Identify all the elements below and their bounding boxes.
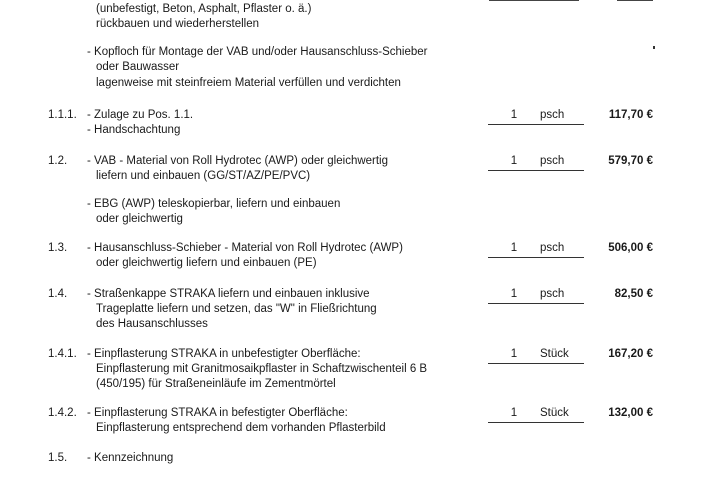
item-description-line: - Kennzeichnung [87, 452, 174, 464]
item-quantity: 1 [510, 109, 518, 121]
item-price: 117,70 € [608, 109, 653, 121]
item-quantity: 1 [510, 155, 518, 167]
item-price: 506,00 € [608, 242, 653, 254]
kopfloch-line-3: lagenweise mit steinfreiem Material verfüllen und verdichten [96, 77, 401, 89]
item-description-line: (450/195) für Straßeneinläufe im Zementmörtel [96, 378, 336, 390]
item-price: 579,70 € [608, 155, 653, 167]
item-description-line: des Hausanschlusses [96, 318, 208, 330]
item-number: 1.4.2. [48, 407, 77, 419]
item-quantity: 1 [510, 407, 518, 419]
intro-line-1: (unbefestigt, Beton, Asphalt, Pflaster o. ä.) [96, 3, 312, 15]
item-unit: psch [540, 109, 565, 121]
item-unit: psch [540, 155, 565, 167]
item-description-line: Einpflasterung entsprechend dem vorhanden Pflasterbild [96, 422, 386, 434]
item-description-line: - Hausanschluss-Schieber - Material von Roll Hydrotec (AWP) [87, 242, 403, 254]
item-description-line: - Straßenkappe STRAKA liefern und einbauen inklusive [87, 288, 370, 300]
item-price: 167,20 € [608, 348, 653, 360]
quantity-underline [488, 124, 584, 125]
item-quantity: 1 [510, 242, 518, 254]
item-description-line: liefern und einbauen (GG/ST/AZ/PE/PVC) [96, 170, 311, 182]
kopfloch-line-1: - Kopfloch für Montage der VAB und/oder Hausanschluss-Schieber [87, 46, 428, 58]
item-unit: psch [540, 288, 565, 300]
item-description-line: - Zulage zu Pos. 1.1. [87, 109, 194, 121]
item-quantity: 1 [510, 288, 518, 300]
item-description-line: - Einpflasterung STRAKA in unbefestigter Oberfläche: [87, 348, 361, 360]
item-quantity: 1 [510, 348, 518, 360]
top-price-partial [617, 0, 653, 1]
item-description-line: Trageplatte liefern und setzen, das "W" in Fließrichtung [96, 303, 377, 315]
quantity-underline [488, 170, 584, 171]
quantity-underline [488, 363, 584, 364]
item-description-line: - Handschachtung [87, 124, 181, 136]
item-unit: psch [540, 242, 565, 254]
item-unit: Stück [540, 348, 569, 360]
scan-speck [653, 46, 655, 49]
item-description-line: Einpflasterung mit Granitmosaikpflaster in Schaftzwischenteil 6 B [96, 363, 428, 375]
quantity-underline [488, 257, 584, 258]
item-number: 1.2. [48, 155, 68, 167]
item-unit: Stück [540, 407, 569, 419]
item-number: 1.5. [48, 452, 68, 464]
quantity-underline [488, 303, 584, 304]
item-number: 1.4. [48, 288, 68, 300]
top-underline-partial [489, 0, 579, 1]
quantity-underline [488, 422, 584, 423]
item-description-line: oder gleichwertig liefern und einbauen (PE) [96, 257, 317, 269]
item-number: 1.4.1. [48, 348, 77, 360]
item-price: 82,50 € [614, 288, 653, 300]
kopfloch-line-2: oder Bauwasser [96, 61, 180, 73]
ebg-line-2: oder gleichwertig [96, 213, 183, 225]
ebg-line-1: - EBG (AWP) teleskopierbar, liefern und einbauen [87, 198, 341, 210]
item-number: 1.3. [48, 242, 68, 254]
item-description-line: - VAB - Material von Roll Hydrotec (AWP) oder gleichwertig [87, 155, 389, 167]
item-number: 1.1.1. [48, 109, 77, 121]
item-description-line: - Einpflasterung STRAKA in befestigter Oberfläche: [87, 407, 348, 419]
intro-line-2: rückbauen und wiederherstellen [96, 18, 260, 30]
item-price: 132,00 € [608, 407, 653, 419]
